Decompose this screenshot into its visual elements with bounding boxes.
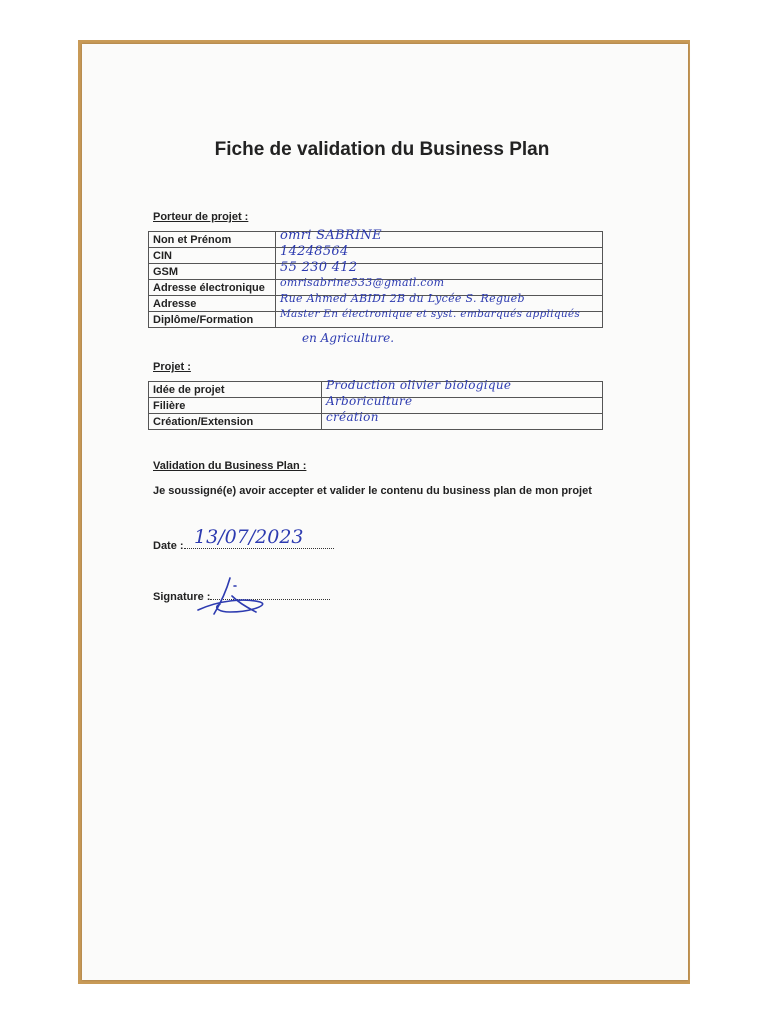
cin-value: 14248564	[280, 244, 349, 259]
idea-value: Production olivier biologique	[326, 378, 512, 392]
diploma-continuation: en Agriculture.	[302, 331, 395, 345]
diploma-value-cell	[276, 308, 603, 328]
document-title: Fiche de validation du Business Plan	[214, 139, 550, 160]
diploma-label: Diplôme/Formation	[149, 312, 276, 328]
handwritten-signature	[190, 574, 290, 619]
diploma-value: Master En électronique et syst. embarqués appliqués	[280, 308, 581, 320]
filiere-label: Filière	[149, 398, 322, 414]
idea-label: Idée de projet	[149, 382, 322, 398]
name-value: omri SABRINE	[280, 228, 382, 243]
table-row	[149, 232, 603, 248]
filiere-value: Arboriculture	[326, 394, 413, 408]
table-row	[149, 414, 603, 430]
email-value: omrisabrine533@gmail.com	[280, 276, 445, 289]
creation-value: création	[326, 410, 379, 424]
address-value: Rue Ahmed ABIDI 2B du Lycée S. Regueb	[280, 292, 525, 305]
name-label: Non et Prénom	[149, 232, 276, 248]
creation-value-cell	[322, 410, 603, 430]
address-label: Adresse	[149, 296, 276, 312]
gsm-label: GSM	[149, 264, 276, 280]
paper-sheet	[82, 44, 688, 980]
cin-label: CIN	[149, 248, 276, 264]
validation-heading: Validation du Business Plan :	[153, 460, 307, 472]
porteur-heading: Porteur de projet :	[153, 211, 249, 223]
date-label: Date :	[153, 540, 184, 552]
projet-heading: Projet :	[153, 361, 191, 373]
projet-table	[148, 378, 603, 430]
table-row	[149, 312, 603, 328]
validation-statement: Je soussigné(e) avoir accepter et valider le contenu du business plan de mon projet	[153, 485, 592, 497]
table-row	[149, 248, 603, 264]
gsm-value: 55 230 412	[280, 260, 358, 275]
porteur-table	[148, 228, 603, 328]
date-value: 13/07/2023	[194, 526, 304, 548]
email-label: Adresse électronique	[149, 280, 276, 296]
signature-label: Signature :	[153, 591, 211, 603]
creation-label: Création/Extension	[149, 414, 322, 430]
